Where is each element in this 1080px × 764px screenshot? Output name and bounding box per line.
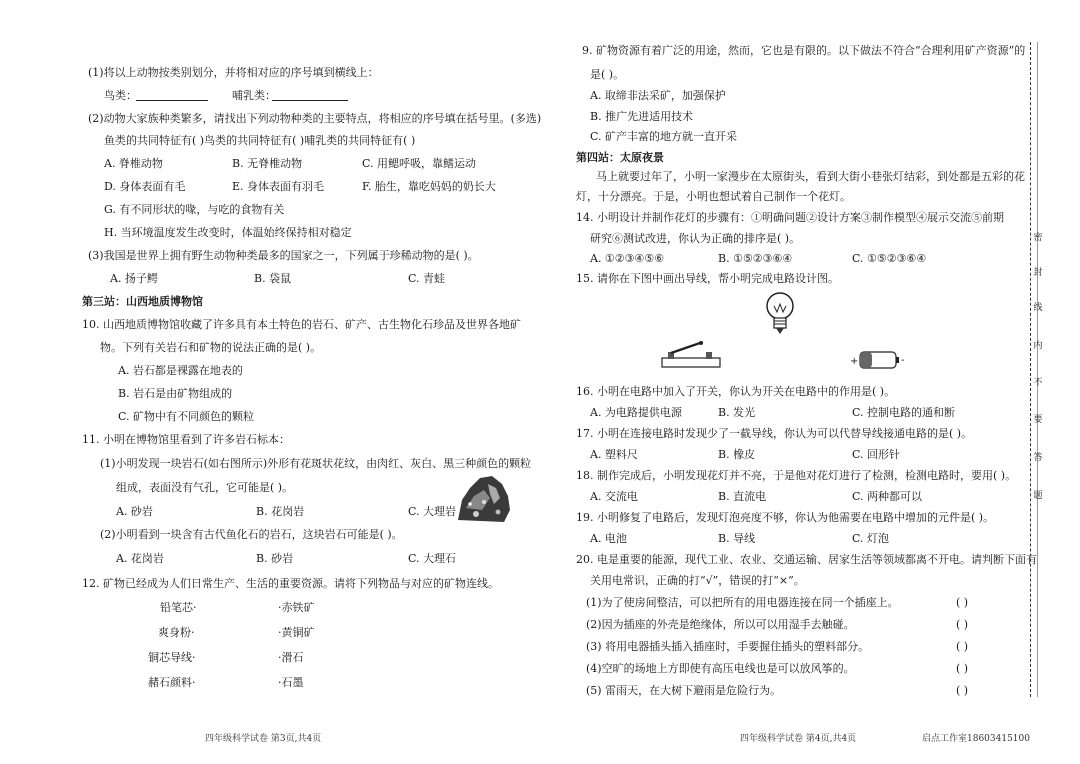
seal-border <box>1037 42 1038 697</box>
q-animals-classify: (1)将以上动物按类别划分，并将相对应的序号填到横线上： <box>88 66 379 79</box>
page-footer: 四年级科学试卷 第3页,共4页 <box>205 734 322 744</box>
option-b: B. 花岗岩 <box>256 505 305 518</box>
option-c: C. 矿产丰富的地方就一直开采 <box>590 130 738 143</box>
q12-stem: 12. 矿物已经成为人们日常生产、生活的重要资源。请将下列物品与对应的矿物连线。 <box>82 577 499 590</box>
q17-stem: 17. 小明在连接电路时发现少了一截导线，你认为可以代替导线接通电路的是( )。 <box>576 427 973 440</box>
option-e: E. 身体表面有羽毛 <box>232 180 325 193</box>
option-b: B. 直流电 <box>718 490 767 503</box>
q11-2-stem: (2)小明看到一块含有古代鱼化石的岩石，这块岩石可能是( )。 <box>100 528 403 541</box>
seal-char: 要 <box>1033 415 1043 425</box>
birds-label: 鸟类： <box>104 89 137 102</box>
option-a: A. ①②③④⑤⑥ <box>590 252 665 265</box>
match-item-right[interactable]: ·黄铜矿 <box>278 626 315 639</box>
judge-answer-box[interactable]: ( ) <box>956 596 969 609</box>
battery-icon <box>850 348 908 372</box>
option-a: A. 脊椎动物 <box>104 157 163 170</box>
q11-1-stem-cont: 组成，表面没有气孔，它可能是( )。 <box>116 481 294 494</box>
option-c: C. 控制电路的通和断 <box>852 406 956 419</box>
mammals-answer-blank[interactable] <box>272 90 348 101</box>
option-c: C. 大理石 <box>408 552 457 565</box>
match-item-left[interactable]: 铅笔芯· <box>160 601 197 614</box>
option-b: B. 发光 <box>718 406 756 419</box>
q10-stem: 10. 山西地质博物馆收藏了许多具有本土特色的岩石、矿产、古生物化石珍品及世界各地矿 <box>82 318 521 331</box>
seal-char: 封 <box>1033 268 1043 278</box>
option-c: C. 青蛙 <box>408 272 446 285</box>
q16-stem: 16. 小明在电路中加入了开关，你认为开关在电路中的作用是( )。 <box>576 385 896 398</box>
svg-text:-: - <box>901 355 905 366</box>
judge-answer-box[interactable]: ( ) <box>956 684 969 697</box>
seal-char: 题 <box>1033 491 1043 501</box>
option-c: C. 回形针 <box>852 448 901 461</box>
birds-answer-blank[interactable] <box>136 90 208 101</box>
option-c: C. 两种都可以 <box>852 490 923 503</box>
option-b: B. 岩石是由矿物组成的 <box>118 387 233 400</box>
seal-char: 答 <box>1033 453 1043 463</box>
q14-stem: 14. 小明设计并制作花灯的步骤有：①明确问题②设计方案③制作模型④展示交流⑤前期 <box>576 211 1004 224</box>
option-a: A. 交流电 <box>590 490 638 503</box>
option-a: A. 电池 <box>590 532 627 545</box>
judge-item: (1)为了使房间整洁，可以把所有的用电器连接在同一个插座上。 <box>586 596 899 609</box>
story-text: 马上就要过年了，小明一家漫步在太原街头，看到大街小巷张灯结彩，到处都是五彩的花 <box>596 170 1025 183</box>
section-title-4: 第四站：太原夜景 <box>576 151 664 164</box>
option-c: C. 大理岩 <box>408 505 457 518</box>
judge-answer-box[interactable]: ( ) <box>956 662 969 675</box>
granite-rock-image <box>454 470 514 526</box>
q9-stem: 9. 矿物资源有着广泛的用途，然而，它也是有限的。以下做法不符合“合理利用矿产资源”的 <box>582 44 1026 57</box>
option-a: A. 取缔非法采矿，加强保护 <box>590 89 726 102</box>
knife-switch-icon[interactable] <box>660 340 722 370</box>
judge-item: (5) 雷雨天，在大树下避雨是危险行为。 <box>586 684 782 697</box>
q-animal-features: (2)动物大家族种类繁多，请找出下列动物种类的主要特点，将相应的序号填在括号里。(多选) <box>88 112 542 125</box>
q20-stem-cont: 关用电常识，正确的打“√”，错误的打“×”。 <box>590 574 805 587</box>
q11-stem: 11. 小明在博物馆里看到了许多岩石标本： <box>82 433 290 446</box>
option-a: A. 花岗岩 <box>116 552 164 565</box>
judge-item: (3) 将用电器插头插入插座时，手要握住插头的塑料部分。 <box>586 640 870 653</box>
q18-stem: 18. 制作完成后，小明发现花灯并不亮，于是他对花灯进行了检测，检测电路时，要用( )。 <box>576 469 1017 482</box>
option-b: B. 橡皮 <box>718 448 756 461</box>
q-rare-animals: (3)我国是世界上拥有野生动物种类最多的国家之一，下列属于珍稀动物的是( )。 <box>88 249 479 262</box>
match-item-right[interactable]: ·石墨 <box>278 676 304 689</box>
features-blanks-line: 鱼类的共同特征有( )鸟类的共同特征有( )哺乳类的共同特征有( ) <box>104 134 416 147</box>
seal-char: 不 <box>1033 378 1043 388</box>
option-b: B. 推广先进适用技术 <box>590 110 694 123</box>
option-c: C. ①⑤②③⑥④ <box>852 252 927 265</box>
page-footer: 四年级科学试卷 第4页,共4页 <box>740 734 857 744</box>
section-title-3: 第三站：山西地质博物馆 <box>82 295 203 308</box>
option-a: A. 砂岩 <box>116 505 153 518</box>
seal-char: 内 <box>1033 341 1043 351</box>
option-d: D. 身体表面有毛 <box>104 180 186 193</box>
option-c: C. 矿物中有不同颜色的颗粒 <box>118 410 255 423</box>
seal-line <box>1030 42 1031 697</box>
q11-1-stem: (1)小明发现一块岩石(如右图所示)外形有花斑状花纹，由肉红、灰白、黑三种颜色的颗粒 <box>100 457 532 470</box>
match-item-right[interactable]: ·滑石 <box>278 651 304 664</box>
credit-text: 启点工作室18603415100 <box>922 734 1030 744</box>
svg-text:+: + <box>850 356 859 367</box>
judge-answer-box[interactable]: ( ) <box>956 640 969 653</box>
q20-stem: 20. 电是重要的能源，现代工业、农业、交通运输、居家生活等领域都离不开电。请判断下面有 <box>576 553 1037 566</box>
option-c: C. 用鳃呼吸，靠鳍运动 <box>362 157 477 170</box>
option-a: A. 为电路提供电源 <box>590 406 682 419</box>
option-a: A. 扬子鳄 <box>110 272 158 285</box>
option-g: G. 有不同形状的喙，与吃的食物有关 <box>104 203 285 216</box>
option-b: B. 砂岩 <box>256 552 294 565</box>
option-f: F. 胎生，靠吃妈妈的奶长大 <box>362 180 496 193</box>
option-a: A. 塑料尺 <box>590 448 638 461</box>
option-a: A. 岩石都是裸露在地表的 <box>118 364 243 377</box>
judge-answer-box[interactable]: ( ) <box>956 618 969 631</box>
option-b: B. 导线 <box>718 532 756 545</box>
q19-stem: 19. 小明修复了电路后，发现灯泡亮度不够，你认为他需要在电路中增加的元件是( )。 <box>576 511 995 524</box>
match-item-left[interactable]: 铜芯导线· <box>148 651 196 664</box>
q15-stem: 15. 请你在下图中画出导线，帮小明完成电路设计图。 <box>576 272 839 285</box>
story-text-cont: 灯，十分漂亮。于是，小明也想试着自己制作一个花灯。 <box>576 190 851 203</box>
q9-stem-cont: 是( )。 <box>590 68 625 81</box>
seal-char: 密 <box>1033 233 1043 243</box>
light-bulb-icon <box>764 290 796 338</box>
judge-item: (4)空旷的场地上方即使有高压电线也是可以放风筝的。 <box>586 662 855 675</box>
match-item-left[interactable]: 赭石颜料· <box>148 676 196 689</box>
option-b: B. ①⑤②③⑥④ <box>718 252 793 265</box>
mammals-label: 哺乳类： <box>232 89 276 102</box>
option-c: C. 灯泡 <box>852 532 890 545</box>
judge-item: (2)因为插座的外壳是绝缘体，所以可以用湿手去触碰。 <box>586 618 855 631</box>
match-item-left[interactable]: 爽身粉· <box>158 626 195 639</box>
option-b: B. 无脊椎动物 <box>232 157 303 170</box>
match-item-right[interactable]: ·赤铁矿 <box>278 601 315 614</box>
seal-char: 线 <box>1033 303 1043 313</box>
option-h: H. 当环境温度发生改变时，体温始终保持相对稳定 <box>104 226 352 239</box>
q14-stem-cont: 研究⑥测试改进，你认为正确的排序是( )。 <box>590 232 801 245</box>
q10-stem-cont: 物。下列有关岩石和矿物的说法正确的是( )。 <box>100 341 322 354</box>
option-b: B. 袋鼠 <box>254 272 292 285</box>
